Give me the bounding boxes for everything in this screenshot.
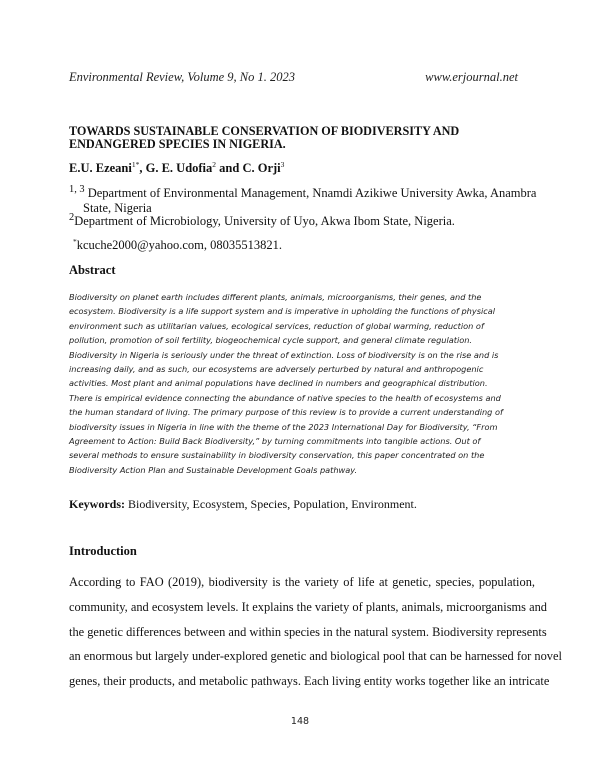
keywords <box>69 497 417 512</box>
title-line: TOWARDS SUSTAINABLE CONSERVATION OF BIODIVERSITY AND <box>69 124 460 138</box>
email-text: kcuche2000@yahoo.com, 08035513821. <box>76 238 282 253</box>
author-marker: 3 <box>280 160 285 169</box>
abstract-line: There is empirical evidence connecting the abundance of native species to the health of ecosystems and <box>69 392 501 403</box>
keywords-label: Keywords: <box>69 497 125 511</box>
abstract-line: biodiversity issues in Nigeria in line with the theme of the 2023 International Day for Biodiversity, “From <box>69 421 498 432</box>
author-name: G. E. Udofia <box>145 161 213 176</box>
journal-header: Environmental Review, Volume 9, No 1. 2023 <box>69 70 296 84</box>
affiliation-2 <box>69 212 455 229</box>
affiliation-text: Department of Environmental Management, Nnamdi Azikiwe University Awka, Anambra <box>84 186 537 201</box>
body-line: community, and ecosystem levels. It explains the variety of plants, animals, microorganisms and <box>69 599 547 614</box>
introduction-heading: Introduction <box>69 544 137 558</box>
abstract-line: the human standard of living. The primary purpose of this review is to provide a current understanding of <box>69 407 503 418</box>
keywords-text: Biodiversity, Ecosystem, Species, Population, Environment. <box>125 497 417 511</box>
title-line: ENDANGERED SPECIES IN NIGERIA. <box>69 137 286 151</box>
page-number: 148 <box>290 716 310 727</box>
corresponding-email <box>73 237 282 253</box>
affiliation-1 <box>69 183 539 215</box>
author-name: C. Orji <box>242 161 281 176</box>
body-line: an enormous but largely under-explored genetic and biological pool that can be harnessed for novel <box>69 649 562 664</box>
author-list <box>69 160 284 176</box>
abstract-heading: Abstract <box>69 263 116 277</box>
corresponding-marker: * <box>73 237 77 246</box>
affiliation-text: State, Nigeria <box>83 200 152 215</box>
abstract-line: pollution, promotion of soil fertility, biogeochemical cycle support, and general climate regulation. <box>69 335 473 346</box>
abstract-line: Biodiversity Action Plan and Sustainable Development Goals pathway. <box>69 464 358 475</box>
paper-title <box>69 125 509 151</box>
author-separator: , <box>139 161 146 176</box>
abstract-line: environment such as utilitarian values, ecological services, reduction of global warming, reduction of <box>69 320 484 331</box>
abstract-line: Biodiversity on planet earth includes different plants, animals, microorganisms, their genes, and the <box>69 292 482 302</box>
body-line: According to FAO (2019), biodiversity is the variety of life at genetic, species, population, <box>69 575 535 589</box>
author-marker: 2 <box>212 160 217 169</box>
journal-website: www.erjournal.net <box>425 70 518 84</box>
abstract-line: activities. Most plant and animal populations have declined in numbers and geographical distribution. <box>69 378 488 389</box>
affiliation-text: Department of Microbiology, University of Uyo, Akwa Ibom State, Nigeria. <box>74 214 455 229</box>
abstract-line: several methods to ensure sustainability in biodiversity conservation, this paper concentrated on the <box>69 450 485 461</box>
abstract-line: Agreement to Action: Build Back Biodiversity,” by turning commitments into tangible actions. Out of <box>69 436 481 447</box>
body-line: the genetic differences between and within species in the natural system. Biodiversity represents <box>69 624 547 639</box>
abstract-line: ecosystem. Biodiversity is a life support system and is imperative in upholding the functions of physical <box>69 306 496 317</box>
author-marker: 1* <box>131 160 140 169</box>
body-line: genes, their products, and metabolic pathways. Each living entity works together like an intricate <box>69 674 550 689</box>
abstract-line: Biodiversity in Nigeria is seriously under the threat of extinction. Loss of biodiversity is on the rise and is <box>69 349 499 360</box>
affiliation-marker: 1, 3 <box>69 184 85 195</box>
affiliation-marker: 2 <box>69 212 75 223</box>
author-separator: and <box>216 161 243 176</box>
author-name: E.U. Ezeani <box>69 161 132 176</box>
abstract-line: increasing daily, and as such, our ecosystems are adversely perturbed by natural and anthropogenic <box>69 364 484 375</box>
introduction-body <box>69 570 562 694</box>
abstract-text <box>69 290 537 477</box>
